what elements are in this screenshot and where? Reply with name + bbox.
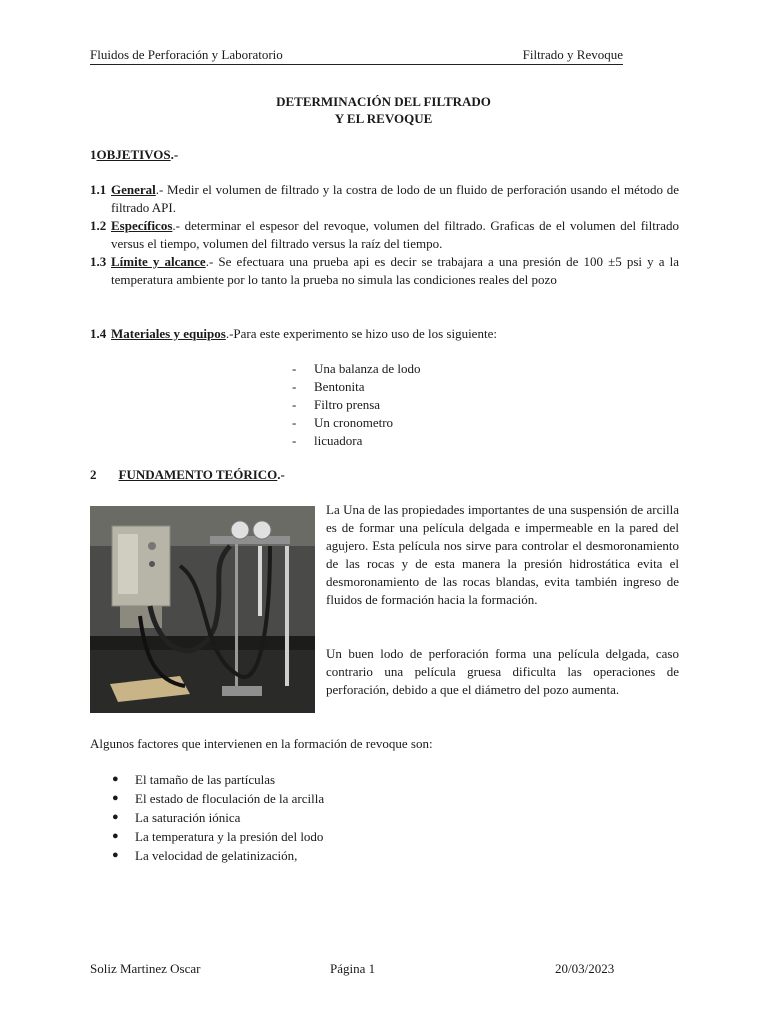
item-label: Específicos bbox=[111, 218, 173, 233]
section-label: FUNDAMENTO TEÓRICO bbox=[118, 467, 278, 482]
header-topic: Filtrado y Revoque bbox=[522, 47, 623, 62]
document-title-line2: Y EL REVOQUE bbox=[334, 111, 433, 126]
section-label: OBJETIVOS bbox=[96, 147, 171, 162]
item-number: 1.1 bbox=[90, 182, 107, 197]
objective-limit-scope bbox=[90, 253, 679, 289]
section-number: 1 bbox=[90, 147, 97, 162]
theory-paragraph-2: Un buen lodo de perforación forma una película delgada, caso contrario una película gruesa dificulta las operaciones de perforación, debido a que el diámetro del pozo aumenta. bbox=[326, 646, 679, 697]
theory-paragraph-1: La Una de las propiedades importantes de una suspensión de arcilla es de formar una película delgada e impermeable en la pared del agujero. Esta película nos sirve para controlar el desmoronamiento de las rocas y de esta manera la presión hidrostática evita el desmoronamiento de las rocas blandas, evita también ingreso de fluidos de formación hacia la formación. bbox=[326, 502, 679, 607]
footer-page-number: Página 1 bbox=[330, 961, 376, 976]
filter-press-photo bbox=[90, 506, 315, 713]
item-label: Materiales y equipos bbox=[111, 326, 226, 341]
item-text: .-Para este experimento se hizo uso de los siguiente: bbox=[225, 326, 497, 341]
objective-specific bbox=[90, 217, 679, 253]
factors-intro: Algunos factores que intervienen en la formación de revoque son: bbox=[90, 736, 433, 751]
footer-author: Soliz Martinez Oscar bbox=[90, 961, 201, 976]
section-suffix: .- bbox=[170, 147, 179, 162]
section-suffix: .- bbox=[277, 467, 285, 482]
item-number: 1.3 bbox=[90, 254, 107, 269]
section-number: 2 bbox=[90, 467, 97, 482]
objective-materials bbox=[90, 325, 679, 343]
section-fundamento-heading bbox=[90, 467, 285, 483]
objective-general bbox=[90, 181, 679, 217]
footer-date: 20/03/2023 bbox=[555, 961, 615, 976]
item-label: General bbox=[111, 182, 156, 197]
section-objetivos-heading bbox=[90, 147, 178, 163]
item-text: .- Medir el volumen de filtrado y la costra de lodo de un fluido de perforación usando el método de filtrado API. bbox=[111, 182, 679, 215]
item-text: .- Se efectuara una prueba api es decir se trabajara a una presión de 100 ±5 psi y a la temperatura ambiente por lo tanto la prueba no simula las condiciones reales del pozo bbox=[111, 254, 679, 287]
page-header bbox=[90, 47, 623, 65]
item-number: 1.2 bbox=[90, 218, 107, 233]
header-course: Fluidos de Perforación y Laboratorio bbox=[90, 47, 283, 62]
item-label: Límite y alcance bbox=[111, 254, 206, 269]
item-text: .- determinar el espesor del revoque, volumen del filtrado. Graficas de el volumen del filtrado versus el tiempo, volumen del filtrado versus la raíz del tiempo. bbox=[111, 218, 679, 251]
item-number: 1.4 bbox=[90, 326, 107, 341]
document-title-line1: DETERMINACIÓN DEL FILTRADO bbox=[276, 94, 491, 109]
